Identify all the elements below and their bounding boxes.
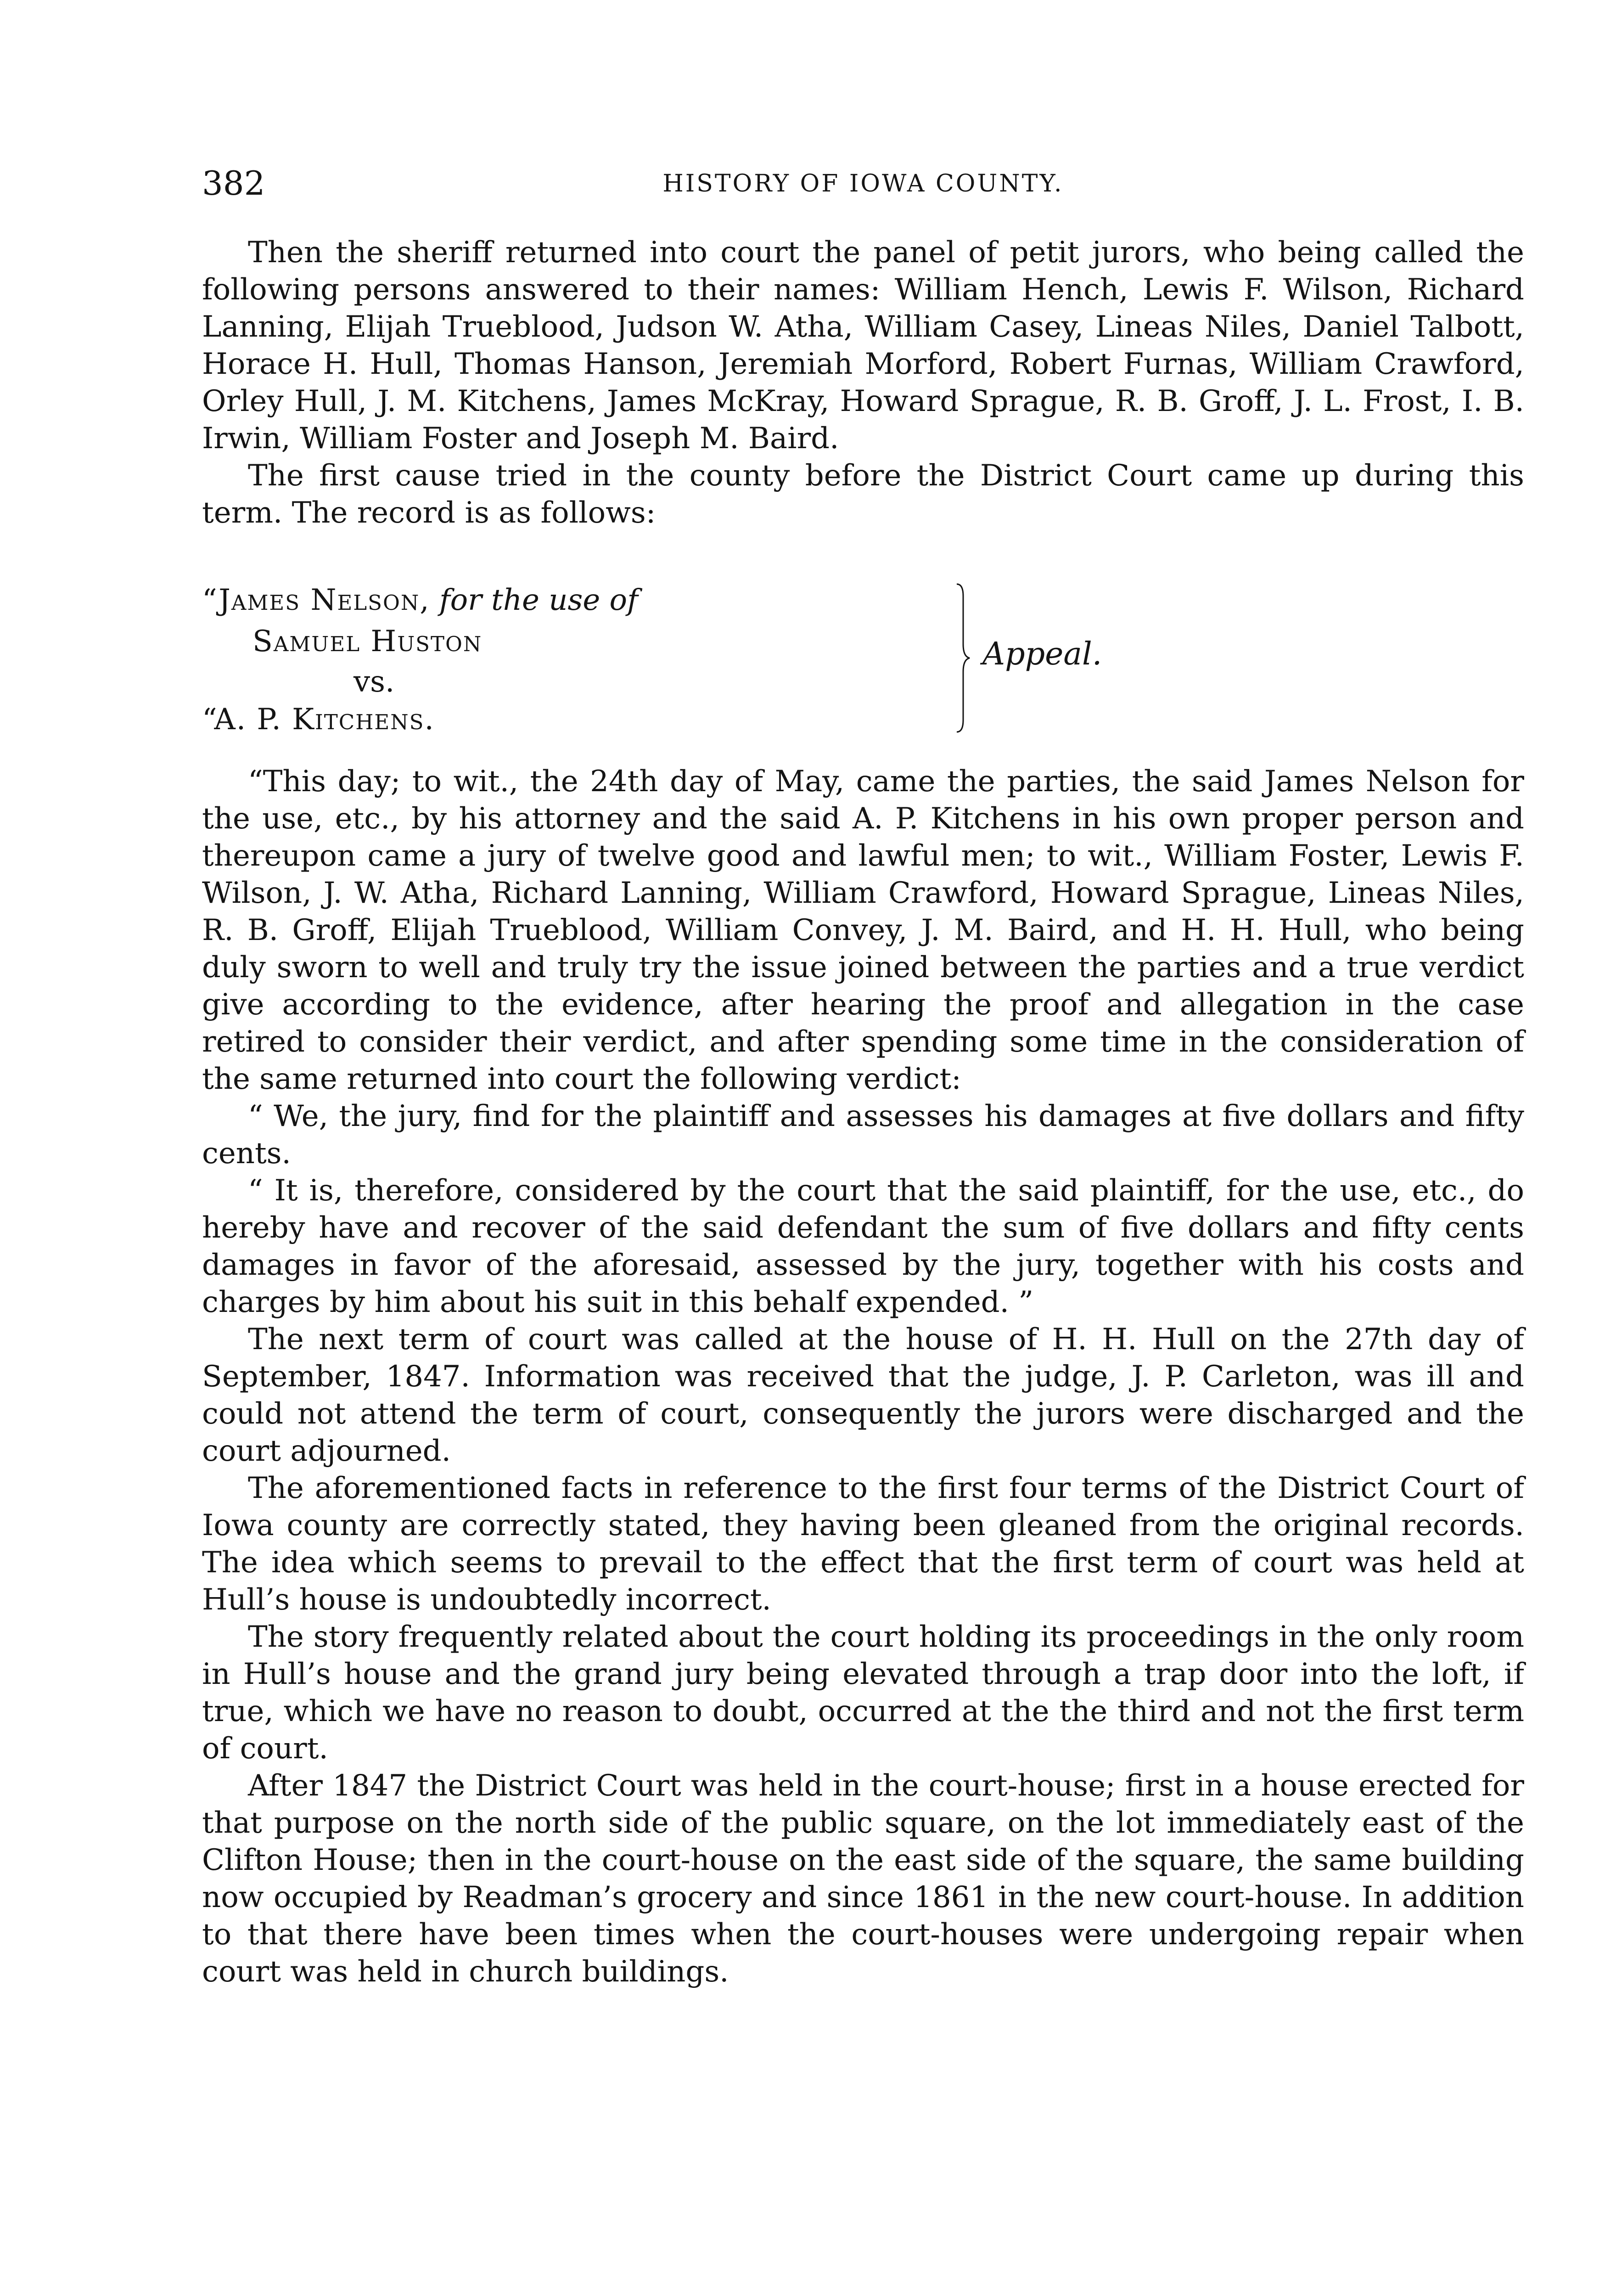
- caption-action: Appeal.: [982, 636, 1102, 672]
- paragraph-first-cause: The first cause tried in the county before the District Court came up during this term. The record is as follows:: [202, 459, 1524, 530]
- body-text: [202, 234, 1524, 1991]
- page-header: [202, 163, 1524, 208]
- paragraph-after-1847: After 1847 the District Court was held in the court-house; first in a house erected for that purpose on the north side of the public square, on the lot immediately east of the Clifton House; then in the court-house on the east side of the square, the same building now occupied by Readman’s grocery and since 1861 in the new court-house. In addition to that there have been times when the court-houses were undergoing repair when court was held in church buildings.: [202, 1769, 1524, 1989]
- paragraph-next-term: The next term of court was called at the house of H. H. Hull on the 27th day of September, 1847. Information was received that the judge, J. P. Carleton, was ill and could not attend the term of court, consequently the jurors were discharged and the court adjourned.: [202, 1322, 1524, 1468]
- paragraph-facts: The aforementioned facts in reference to the first four terms of the District Court of Iowa county are correctly stated, they having been gleaned from the original records. The idea which seems to prevail to the effect that the first term of court was held at Hull’s house is undoubtedly incorrect.: [202, 1471, 1524, 1617]
- paragraph-verdict: “ We, the jury, find for the plaintiff and assesses his damages at five dollars and fifty cents.: [202, 1099, 1524, 1171]
- running-head: HISTORY OF IOWA COUNTY.: [662, 170, 1064, 197]
- caption-plaintiff: “James Nelson,: [202, 583, 430, 617]
- caption-plaintiff-line2: Samuel Huston: [252, 625, 483, 658]
- paragraph-jurors: Then the sheriff returned into court the panel of petit jurors, who being called the following persons answered to their names: William Hench, Lewis F. Wilson, Richard Lanning, Elijah Trueblood, Judson W. Atha, William Casey, Lineas Niles, Daniel Talbott, Horace H. Hull, Thomas Hanson, Jeremiah Morford, Robert Furnas, William Crawford, Orley Hull, J. M. Kitchens, James McKray, Howard Sprague, R. B. Groff, J. L. Frost, I. B. Irwin, William Foster and Joseph M. Baird.: [202, 236, 1524, 456]
- page-number: 382: [202, 164, 265, 203]
- case-caption: [202, 580, 1524, 749]
- caption-plaintiff-line: [202, 580, 638, 621]
- caption-defendant: “A. P. Kitchens.: [202, 703, 435, 737]
- caption-plaintiff-suffix: for the use of: [439, 583, 638, 617]
- paragraph-story: The story frequently related about the court holding its proceedings in the only room in Hull’s house and the grand jury being elevated through a trap door into the loft, if true, which we have no reason to doubt, occurred at the the third and not the first term of court.: [202, 1620, 1524, 1766]
- paragraph-judgment: “ It is, therefore, considered by the court that the said plaintiff, for the use, etc., do hereby have and recover of the said defendant the sum of five dollars and fifty cents damages in favor of the aforesaid, assessed by the jury, together with his costs and charges by him about his suit in this behalf expended. ”: [202, 1174, 1524, 1319]
- caption-brace: [955, 582, 971, 734]
- caption-versus: vs.: [354, 665, 395, 699]
- paragraph-record: “This day; to wit., the 24th day of May, came the parties, the said James Nelson for the use, etc., by his attorney and the said A. P. Kitchens in his own proper person and thereupon came a jury of twelve good and lawful men; to wit., William Foster, Lewis F. Wilson, J. W. Atha, Richard Lanning, William Crawford, Howard Sprague, Lineas Niles, R. B. Groff, Elijah Trueblood, William Convey, J. M. Baird, and H. H. Hull, who being duly sworn to well and truly try the issue joined between the parties and a true verdict give according to the evidence, after hearing the proof and allegation in the case retired to consider their verdict, and after spending some time in the consideration of the same returned into court the following verdict:: [202, 765, 1524, 1096]
